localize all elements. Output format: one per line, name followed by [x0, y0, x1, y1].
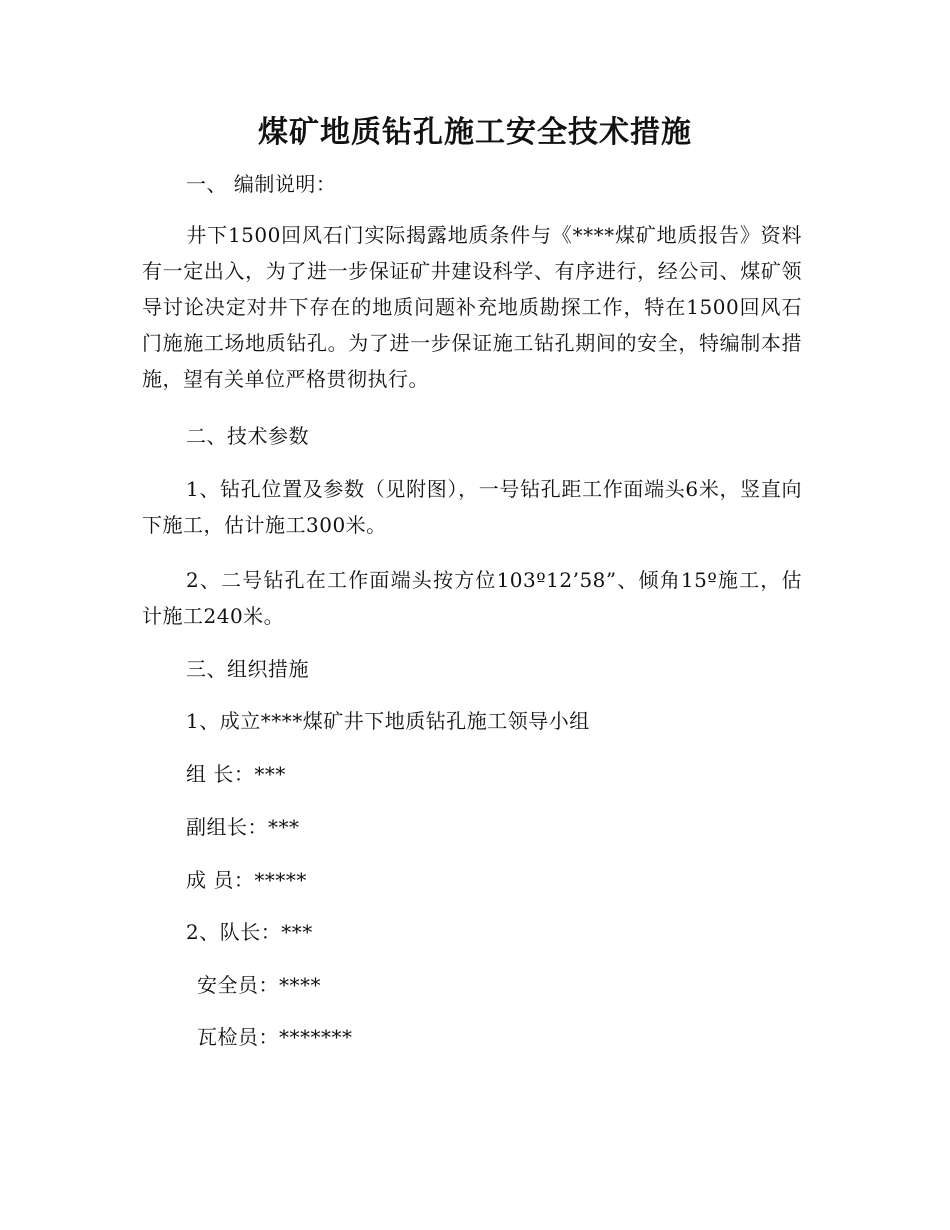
item-2-1-text: 1、钻孔位置及参数（见附图），一号钻孔距工作面端头6米，竖直向下施工，估计施工300米。 — [142, 477, 802, 537]
section-3-heading: 三、组织措施 — [186, 657, 309, 681]
section-1-paragraph — [142, 217, 802, 397]
item-2-2-paragraph — [142, 562, 802, 634]
deputy-leader-line: 副组长：*** — [186, 815, 300, 839]
item-3-1: 1、成立****煤矿井下地质钻孔施工领导小组 — [186, 709, 590, 733]
members-line: 成 员：***** — [186, 868, 307, 892]
leader-line: 组 长：*** — [186, 762, 286, 786]
section-1-paragraph-text: 井下1500回风石门实际揭露地质条件与《****煤矿地质报告》资料有一定出入，为了进一步保证矿井建设科学、有序进行，经公司、煤矿领导讨论决定对井下存在的地质问题补充地质勘探工作，特在1500回风石门施施工场地质钻孔。为了进一步保证施工钻孔期间的安全，特编制本措施，望有关单位严格贯彻执行。 — [142, 223, 802, 391]
item-2-2-text: 2、二号钻孔在工作面端头按方位103º12’58”、倾角15º施工，估计施工240米。 — [142, 568, 802, 628]
item-3-2: 2、队长：*** — [186, 920, 313, 944]
document-title: 煤矿地质钻孔施工安全技术措施 — [258, 115, 692, 150]
safety-officer-line: 安全员：**** — [197, 973, 321, 997]
section-2-heading: 二、技术参数 — [186, 424, 309, 448]
item-2-1-paragraph — [142, 471, 802, 543]
gas-inspector-line: 瓦检员：******* — [197, 1025, 353, 1049]
section-1-heading: 一、 编制说明： — [186, 172, 337, 196]
